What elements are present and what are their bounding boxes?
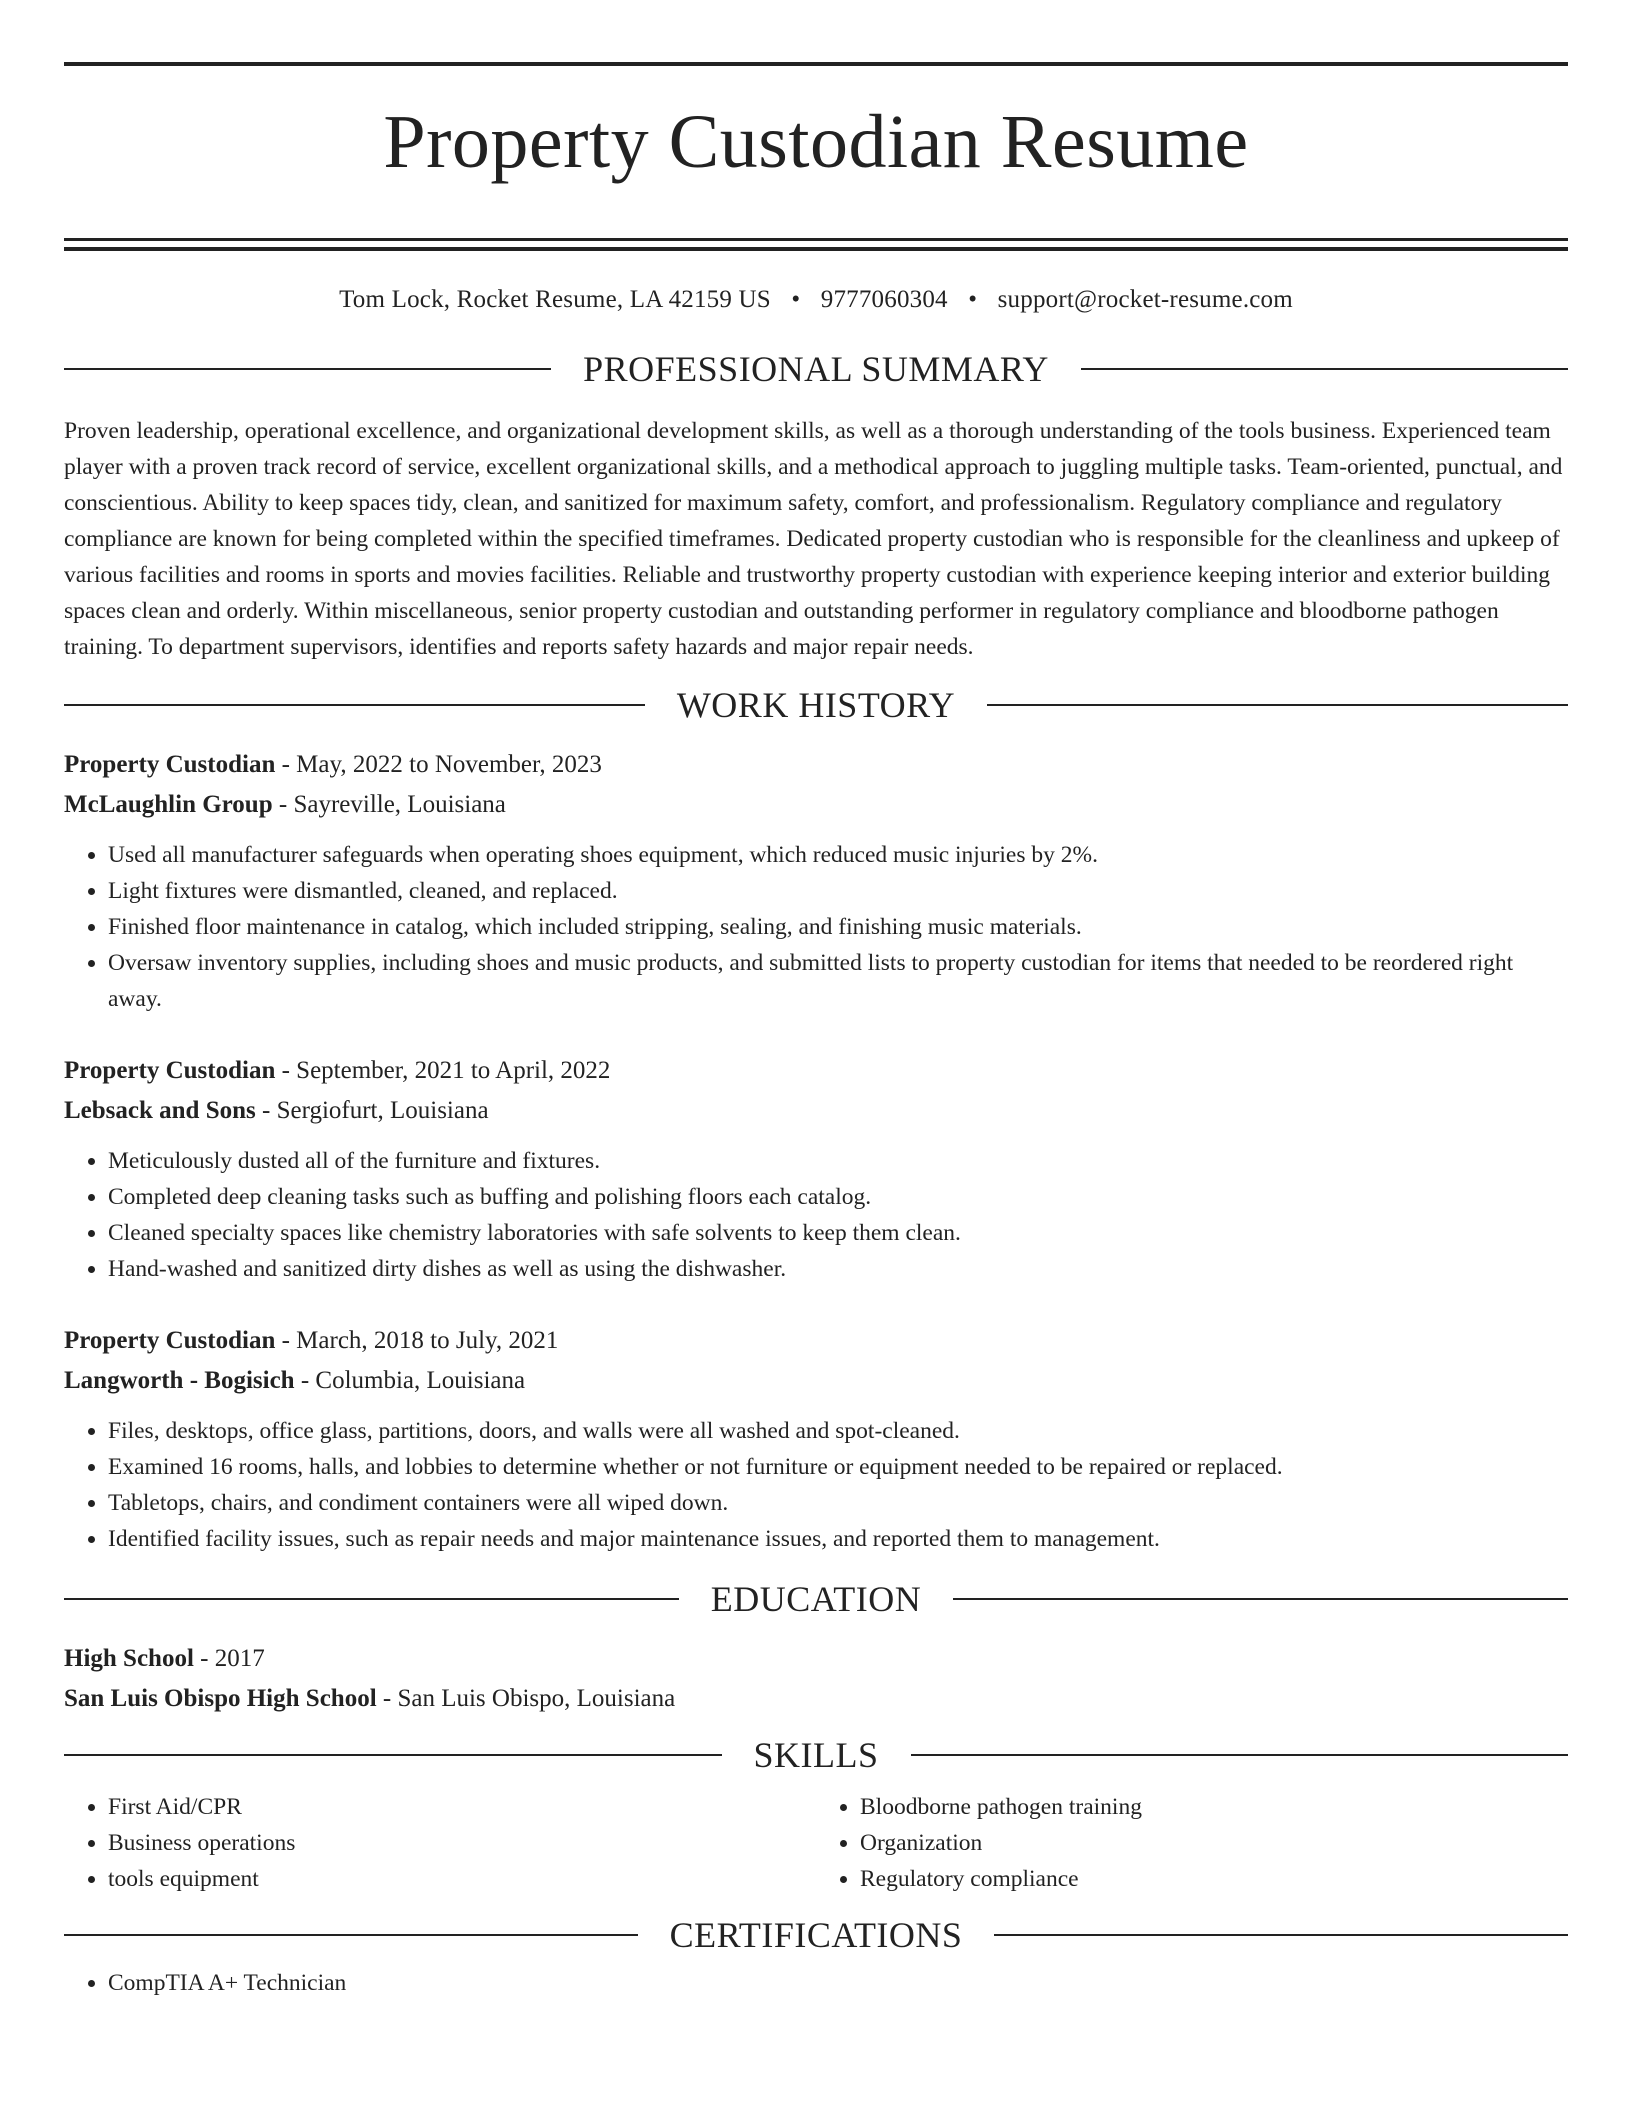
education-location: - San Luis Obispo, Louisiana bbox=[376, 1685, 676, 1712]
section-header-summary bbox=[64, 351, 1568, 387]
contact-separator: • bbox=[791, 286, 801, 313]
job-title-line bbox=[64, 1051, 1568, 1091]
contact-phone: 9777060304 bbox=[820, 286, 948, 313]
header-double-rule bbox=[64, 238, 1568, 251]
job-bullets bbox=[64, 1143, 1568, 1287]
job-title: Property Custodian bbox=[64, 1327, 276, 1354]
education-school-line bbox=[64, 1679, 1568, 1719]
job-title-line bbox=[64, 745, 1568, 785]
job-dates: - September, 2021 to April, 2022 bbox=[275, 1057, 611, 1084]
job-company-line bbox=[64, 785, 1568, 825]
header-top-rule bbox=[64, 62, 1568, 66]
skills-column-right bbox=[816, 1789, 1568, 1897]
education-entry bbox=[64, 1639, 1568, 1719]
job-dates: - March, 2018 to July, 2021 bbox=[275, 1327, 559, 1354]
section-header-skills bbox=[64, 1737, 1568, 1773]
section-header-education bbox=[64, 1581, 1568, 1617]
job-company: Lebsack and Sons bbox=[64, 1097, 256, 1124]
skills-grid bbox=[64, 1789, 1568, 1897]
job-dates: - May, 2022 to November, 2023 bbox=[275, 751, 602, 778]
list-item: • Oversaw inventory supplies, including shoes and music products, and submitted lists to property custodian for items that needed to be reordered right away. bbox=[108, 945, 1568, 1017]
skills-column-left bbox=[64, 1789, 816, 1897]
skill-item: • Business operations bbox=[108, 1825, 816, 1861]
job-entry bbox=[64, 745, 1568, 1017]
job-title-line bbox=[64, 1321, 1568, 1361]
skill-item: • tools equipment bbox=[108, 1861, 816, 1897]
list-item: • Files, desktops, office glass, partitions, doors, and walls were all washed and spot-cleaned. bbox=[108, 1413, 1568, 1449]
summary-paragraph: Proven leadership, operational excellence, and organizational development skills, as well as a thorough understanding of the tools business. Experienced team player with a proven track record of service, excellent organizational skills, and a methodical approach to juggling multiple tasks. Team-oriented, punctual, and conscientious. Ability to keep spaces tidy, clean, and sanitized for maximum safety, comfort, and professionalism. Regulatory compliance and regulatory compliance are known for being completed within the specified timeframes. Dedicated property custodian who is responsible for the cleanliness and upkeep of various facilities and rooms in sports and movies facilities. Reliable and trustworthy property custodian with experience keeping interior and exterior building spaces clean and orderly. Within miscellaneous, senior property custodian and outstanding performer in regulatory compliance and bloodborne pathogen training. To department supervisors, identifies and reports safety hazards and major repair needs. bbox=[64, 418, 1563, 660]
section-header-certifications bbox=[64, 1917, 1568, 1953]
certifications-list bbox=[64, 1965, 1568, 2001]
job-entry bbox=[64, 1051, 1568, 1287]
list-item: • Examined 16 rooms, halls, and lobbies to determine whether or not furniture or equipment needed to be repaired or replaced. bbox=[108, 1449, 1568, 1485]
contact-address: Tom Lock, Rocket Resume, LA 42159 US bbox=[339, 286, 771, 313]
section-title-education: EDUCATION bbox=[710, 1579, 922, 1619]
section-title-summary: PROFESSIONAL SUMMARY bbox=[583, 349, 1049, 389]
skill-item: • First Aid/CPR bbox=[108, 1789, 816, 1825]
job-bullets bbox=[64, 1413, 1568, 1557]
list-item: • Tabletops, chairs, and condiment containers were all wiped down. bbox=[108, 1485, 1568, 1521]
job-company-line bbox=[64, 1091, 1568, 1131]
job-company: McLaughlin Group bbox=[64, 791, 273, 818]
education-school: San Luis Obispo High School bbox=[64, 1685, 377, 1712]
section-title-certifications: CERTIFICATIONS bbox=[669, 1915, 963, 1955]
job-entry bbox=[64, 1321, 1568, 1557]
job-location: - Sergiofurt, Louisiana bbox=[255, 1097, 489, 1124]
job-company: Langworth - Bogisich bbox=[64, 1367, 295, 1394]
list-item: • Used all manufacturer safeguards when operating shoes equipment, which reduced music injuries by 2%. bbox=[108, 837, 1568, 873]
section-title-work: WORK HISTORY bbox=[676, 685, 956, 725]
list-item: • Identified facility issues, such as repair needs and major maintenance issues, and reported them to management. bbox=[108, 1521, 1568, 1557]
job-location: - Sayreville, Louisiana bbox=[272, 791, 506, 818]
job-location: - Columbia, Louisiana bbox=[294, 1367, 526, 1394]
skill-item: • Bloodborne pathogen training bbox=[860, 1789, 1568, 1825]
skill-item: • Organization bbox=[860, 1825, 1568, 1861]
section-title-skills: SKILLS bbox=[753, 1735, 879, 1775]
skill-item: • Regulatory compliance bbox=[860, 1861, 1568, 1897]
contact-line bbox=[64, 285, 1568, 315]
section-header-work bbox=[64, 687, 1568, 723]
education-year: - 2017 bbox=[193, 1645, 265, 1672]
list-item: • Cleaned specialty spaces like chemistry laboratories with safe solvents to keep them clean. bbox=[108, 1215, 1568, 1251]
list-item: • Meticulously dusted all of the furniture and fixtures. bbox=[108, 1143, 1568, 1179]
job-company-line bbox=[64, 1361, 1568, 1401]
certification-item: • CompTIA A+ Technician bbox=[108, 1965, 1568, 2001]
job-title: Property Custodian bbox=[64, 751, 276, 778]
list-item: • Light fixtures were dismantled, cleaned, and replaced. bbox=[108, 873, 1568, 909]
resume-title: Property Custodian Resume bbox=[383, 100, 1249, 184]
list-item: • Hand-washed and sanitized dirty dishes as well as using the dishwasher. bbox=[108, 1251, 1568, 1287]
list-item: • Finished floor maintenance in catalog, which included stripping, sealing, and finishing music materials. bbox=[108, 909, 1568, 945]
education-degree: High School bbox=[64, 1645, 194, 1672]
list-item: • Completed deep cleaning tasks such as buffing and polishing floors each catalog. bbox=[108, 1179, 1568, 1215]
job-bullets bbox=[64, 837, 1568, 1017]
contact-separator: • bbox=[968, 286, 978, 313]
contact-email: support@rocket-resume.com bbox=[997, 286, 1293, 313]
education-degree-line bbox=[64, 1639, 1568, 1679]
job-title: Property Custodian bbox=[64, 1057, 276, 1084]
